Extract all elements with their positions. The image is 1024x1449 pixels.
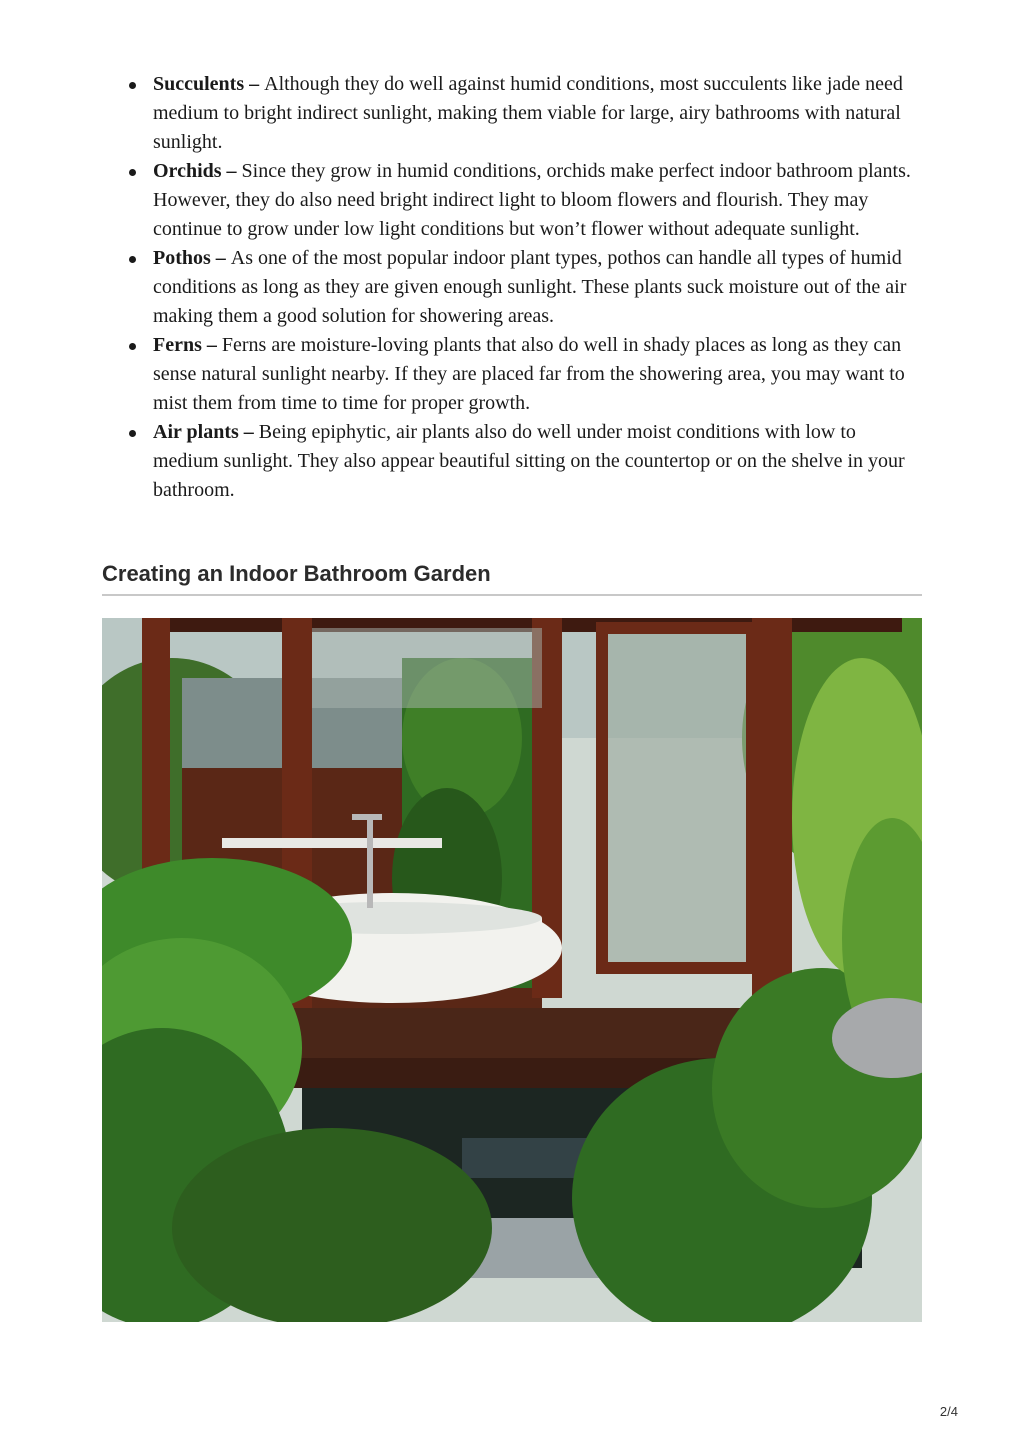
- list-item: [102, 157, 924, 244]
- photo-illustration: [102, 618, 922, 1322]
- plant-name: Air plants: [153, 421, 239, 443]
- bathroom-garden-photo: [102, 618, 922, 1322]
- dash-separator: –: [201, 334, 222, 356]
- bullet-icon: [129, 430, 136, 437]
- bullet-icon: [129, 82, 136, 89]
- dash-separator: –: [244, 73, 265, 95]
- bullet-icon: [129, 256, 136, 263]
- plant-description: Since they grow in humid conditions, orchids make perfect indoor bathroom plants. However, they do also need bright indirect light to bloom flowers and flourish. They may continue to grow under low light conditions but won’t flower without adequate sunlight.: [153, 160, 911, 240]
- dash-separator: –: [238, 421, 259, 443]
- list-item: [102, 331, 924, 418]
- plant-description: As one of the most popular indoor plant types, pothos can handle all types of humid conditions as long as they are given enough sunlight. These plants suck moisture out of the air making them a good solution for showering areas.: [153, 247, 907, 327]
- list-item: [102, 70, 924, 157]
- plant-description: Although they do well against humid conditions, most succulents like jade need medium to bright indirect sunlight, making them viable for large, airy bathrooms with natural sunlight.: [153, 73, 903, 153]
- list-item: [102, 418, 924, 505]
- plant-list: [102, 70, 924, 505]
- plant-name: Orchids: [153, 160, 222, 182]
- plant-description: Being epiphytic, air plants also do well under moist conditions with low to medium sunlight. They also appear beautiful sitting on the countertop or on the shelve in your bathroom.: [153, 421, 905, 501]
- dash-separator: –: [221, 160, 242, 182]
- plant-name: Succulents: [153, 73, 245, 95]
- bullet-icon: [129, 343, 136, 350]
- plant-name: Ferns: [153, 334, 202, 356]
- plant-name: Pothos: [153, 247, 211, 269]
- plant-description: Ferns are moisture-loving plants that also do well in shady places as long as they can sense natural sunlight nearby. If they are placed far from the showering area, you may want to mist them from time to time for proper growth.: [153, 334, 905, 414]
- dash-separator: –: [210, 247, 231, 269]
- bullet-icon: [129, 169, 136, 176]
- section-heading: Creating an Indoor Bathroom Garden: [102, 558, 922, 596]
- list-item: [102, 244, 924, 331]
- page-number: 2/4: [939, 1404, 958, 1419]
